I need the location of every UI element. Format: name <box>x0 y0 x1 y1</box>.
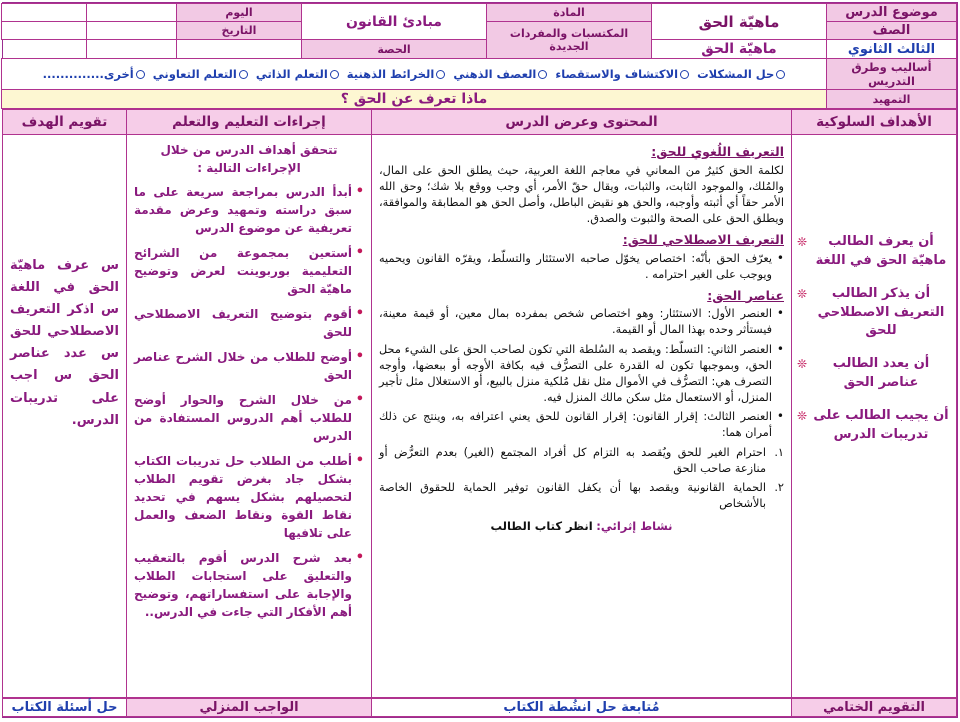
arrow-icon: ❊ <box>797 357 808 372</box>
final-eval-value: مُتابعة حل انشُطة الكتاب <box>372 699 792 717</box>
linguistic-heading: التعريف اللُغوي للحق: <box>651 144 784 159</box>
body-head-row <box>3 110 957 135</box>
header-row-3 <box>2 40 957 59</box>
material-value: مبادئ القانون <box>302 4 487 40</box>
homework-value: حل أسئلة الكتاب <box>3 699 127 717</box>
radio-icon[interactable] <box>330 70 339 79</box>
radio-icon[interactable] <box>680 70 689 79</box>
radio-icon[interactable] <box>136 70 145 79</box>
vocab-value: ماهيّة الحق <box>652 40 827 59</box>
law-point-item: ٢. الحماية القانونية ويقصد بها أن يكفل القانون توفير الحماية للحقوق الخاصة بالأشخاص <box>379 480 784 510</box>
period-label: الحصة <box>302 40 487 59</box>
radio-icon[interactable] <box>239 70 248 79</box>
terminological-text: • يعرّف الحق بأنّه: اختصاص يخوّل صاحبه الاستئثار والتسلّط، ويقرّه القانون ويحميه ويوجب على الغير احترامه . <box>379 251 784 283</box>
grade-label: الصف <box>827 22 957 40</box>
lesson-plan-page <box>2 2 958 718</box>
objective-item: ❊ أن يعرف الطالب ماهيّة الحق في اللغة <box>797 234 947 268</box>
procedure-item: • أطلب من الطلاب حل تدريبات الكتاب بشكل جاد بغرض تقويم الطلاب لتحصيلهم بشكل يسهم في تحديد نقاط القوة ونقاط الضعف والعمل على تلافيها <box>134 452 364 542</box>
law-point-item: ١. احترام الغير للحق ويُقصد به التزام كل أفراد المجتمع (الغير) بعدم التعرُّض أو منازعة صاحب الحق <box>379 445 784 475</box>
period-value <box>177 40 302 59</box>
body-table <box>2 109 957 698</box>
header-spacer-3 <box>87 40 177 59</box>
procedure-item: • أستعين بمجموعة من الشرائح التعليمية بوربوينت لعرض وتوضيح ماهيّة الحق <box>134 244 364 298</box>
list-number: ١. <box>774 445 784 459</box>
method-option[interactable]: الخرائط الذهنية <box>347 67 446 81</box>
header-row-1 <box>2 4 957 22</box>
method-option[interactable]: التعلم التعاوني <box>153 67 248 81</box>
methods-row <box>2 59 957 90</box>
enrichment-value: انظر كتاب الطالب <box>490 518 593 533</box>
procedure-item: • من خلال الشرح والحوار أوضح للطلاب أهم الدروس المستفادة من الدرس <box>134 391 364 445</box>
vocab-label: المكتسبات والمفردات الجديدة <box>487 22 652 59</box>
body-content-row <box>3 135 957 698</box>
header-spacer <box>2 4 87 22</box>
list-number: ٢. <box>774 480 784 494</box>
col-head-procedures: إجراءات التعليم والتعلم <box>127 110 372 135</box>
footer-table <box>2 698 957 717</box>
subject-value: ماهيّة الحق <box>652 4 827 40</box>
methods-options[interactable] <box>2 59 827 90</box>
procedure-item: • أبدأ الدرس بمراجعة سريعة على ما سبق دراسته وتمهيد وعرض مقدمة تعريفية عن موضوع الدرس <box>134 183 364 237</box>
grade-value: الثالث الثانوي <box>827 40 957 59</box>
final-eval-label: التقويم الختامي <box>792 699 957 717</box>
method-option[interactable]: أخرى.............. <box>43 67 145 81</box>
terminological-list <box>379 251 784 283</box>
method-option[interactable]: العصف الذهني <box>453 67 547 81</box>
subject-label: موضوع الدرس <box>827 4 957 22</box>
radio-icon[interactable] <box>538 70 547 79</box>
method-option[interactable]: حل المشكلات <box>697 67 785 81</box>
arrow-icon: ❊ <box>797 408 808 423</box>
col-head-content: المحتوى وعرض الدرس <box>372 110 792 135</box>
day-value <box>87 4 177 22</box>
terminological-heading: التعريف الاصطلاحي للحق: <box>622 231 784 247</box>
day-label: اليوم <box>177 4 302 22</box>
material-label: المادة <box>487 4 652 22</box>
methods-label: أساليب وطرق التدريس <box>827 59 957 90</box>
procedure-item: • أوضح للطلاب من خلال الشرح عناصر الحق <box>134 348 364 384</box>
footer-row <box>3 699 957 717</box>
objectives-list <box>799 141 949 445</box>
enrichment-activity <box>379 518 784 534</box>
element-item: • العنصر الأول: الاستئثار: وهو اختصاص شخص بمفرده بمال معين، أو قيمة معينة، فيستأثر وحده بهذا المال أو القيمة. <box>379 306 784 338</box>
date-label: التاريخ <box>177 22 302 40</box>
elements-list <box>379 306 784 440</box>
content-cell <box>372 135 792 698</box>
evaluation-text: س عرف ماهيّة الحق في اللغة س اذكر التعريف الاصطلاحي للحق س عدد عناصر الحق س اجب على تدريبات الدرس. <box>10 258 119 428</box>
method-option[interactable]: الاكتشاف والاستقصاء <box>555 67 689 81</box>
col-head-objectives: الأهداف السلوكية <box>792 110 957 135</box>
element-item: • العنصر الثالث: إقرار القانون: إقرار القانون للحق يعني اعترافه به، وينتج عن ذلك أمران هما: <box>379 409 784 441</box>
procedures-cell <box>127 135 372 698</box>
arrow-icon: ❊ <box>797 235 808 249</box>
radio-icon[interactable] <box>436 70 445 79</box>
intro-label: التمهيد <box>827 90 957 109</box>
procedures-intro: تتحقق أهداف الدرس من خلال الإجراءات التالية : <box>160 143 338 175</box>
objective-item: ❊ أن يذكر الطالب التعريف الاصطلاحي للحق <box>797 285 945 339</box>
objectives-cell <box>792 135 957 698</box>
method-option[interactable]: التعلم الذاتي <box>256 67 339 81</box>
homework-label: الواجب المنزلي <box>127 699 372 717</box>
header-spacer-2 <box>2 22 87 40</box>
procedure-item: • بعد شرح الدرس أقوم بالتعقيب والتعليق على استجابات الطلاب والإجابة على استفساراتهم، وتوضيح أهم الأفكار التي جاءت في الدرس.. <box>134 549 364 621</box>
header-table <box>1 3 957 109</box>
radio-icon[interactable] <box>776 70 785 79</box>
element-item: • العنصر الثاني: التسلّط: ويقصد به السُلطة التي تكون لصاحب الحق على الشيء محل الحق، وبموجبها تكون له القدرة على التصرُّف فيه بكافة الأوجه أو ببعضها، وأوجه التصرف هي: التصرُّف في الأموال مثل نقل مُلكية منزل بالبيع، أو الاستغلال مثل تأجير المنزل، أو الاستعمال مثل سكن مالك المنزل فيه. <box>379 342 784 406</box>
date-value <box>87 22 177 40</box>
objective-item: ❊ أن يجيب الطالب على تدريبات الدرس <box>797 407 949 442</box>
body-wrapper <box>3 109 957 698</box>
evaluation-cell <box>3 135 127 698</box>
procedures-list <box>134 183 364 621</box>
enrichment-label: نشاط إثرائي: <box>596 518 673 533</box>
elements-heading: عناصر الحق: <box>707 287 784 303</box>
objective-item: ❊ أن يعدد الطالب عناصر الحق <box>797 356 930 391</box>
linguistic-text: لكلمة الحق كثيرٌ من المعاني في معاجم اللغة العربية، حيث يطلق الحق على المال، والمُلك، والموجود الثابت، والثبات، ويقال حقّ الأمر، أي وجب ووقع بلا شك؛ وحق الله الأمر حقاً أي أثبته وأوجبه، والحق هو نقيض الباطل، وأصل الحق هو المطابقة والموافقة، ويطلق الحق على الصحة والثبوت والصدق. <box>379 163 784 225</box>
procedure-item: • أقوم بتوضيح التعريف الاصطلاحي للحق <box>134 305 364 341</box>
intro-row <box>2 90 957 109</box>
col-head-evaluation: تقويم الهدف <box>3 110 127 135</box>
intro-value: ماذا تعرف عن الحق ؟ <box>2 90 827 109</box>
law-points-list <box>379 445 784 512</box>
arrow-icon: ❊ <box>797 286 808 301</box>
